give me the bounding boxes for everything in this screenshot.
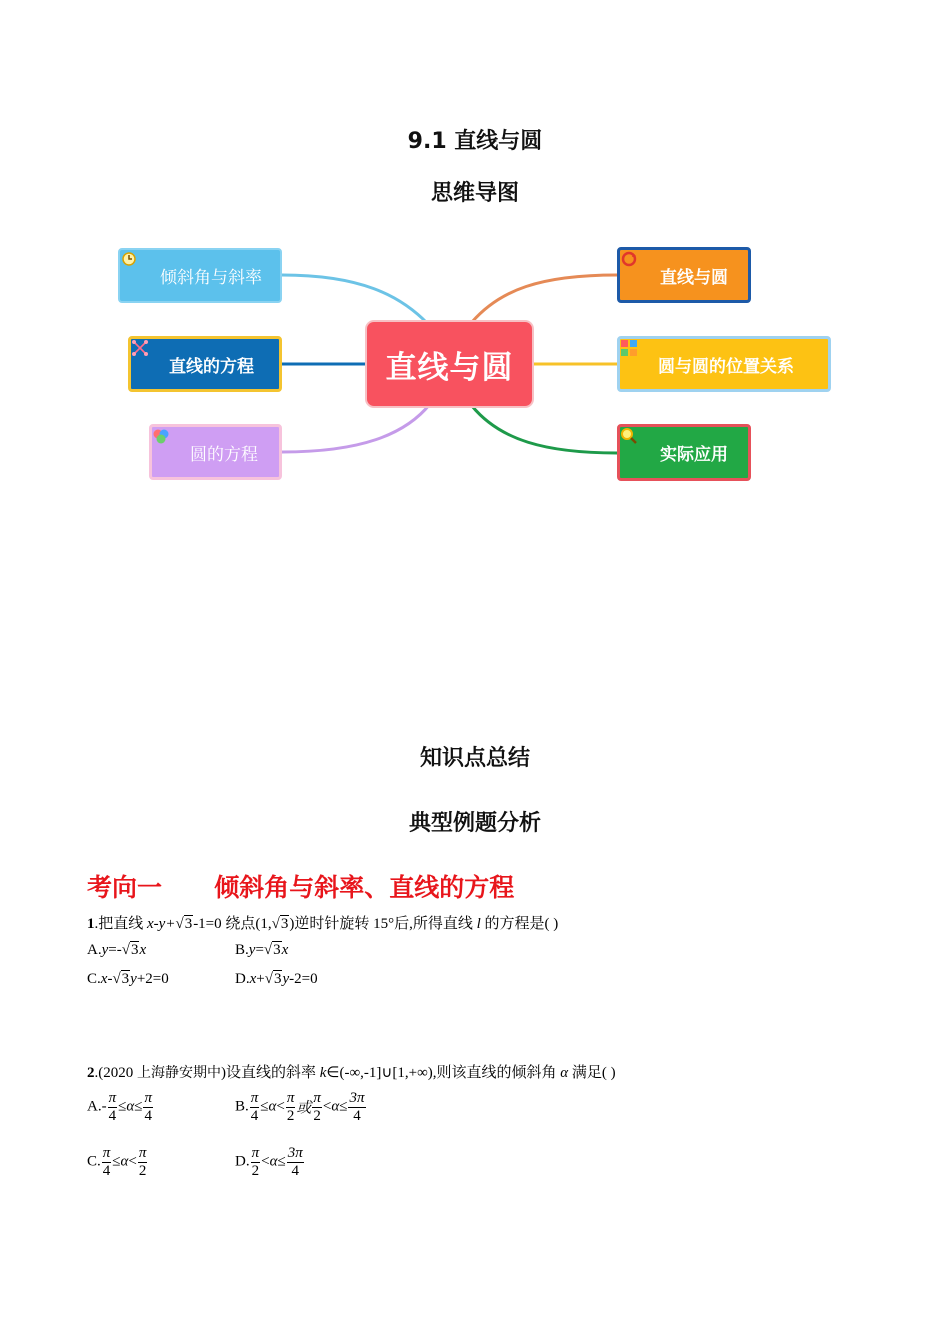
q-var: x bbox=[249, 971, 257, 987]
option-label: A. bbox=[87, 942, 102, 958]
q-text: 的方程是( ) bbox=[480, 916, 559, 932]
q-op: < bbox=[322, 1098, 332, 1115]
q-var: y bbox=[101, 942, 109, 958]
q-var: α bbox=[269, 1153, 278, 1170]
q-var: y bbox=[248, 942, 256, 958]
option-label: A.- bbox=[87, 1098, 107, 1115]
mindmap-center-node: 直线与圆 bbox=[367, 322, 532, 406]
sqrt-symbol: √3 bbox=[175, 916, 193, 932]
sqrt-symbol: √3 bbox=[264, 971, 282, 987]
node-label: 圆的方程 bbox=[190, 444, 258, 465]
q-var: α bbox=[268, 1098, 277, 1115]
q-op: ≤ bbox=[339, 1098, 348, 1115]
q2-option-d[interactable] bbox=[235, 1145, 305, 1179]
mind-map bbox=[0, 240, 950, 490]
q-var: y bbox=[130, 971, 137, 987]
q1-option-b[interactable] bbox=[235, 942, 288, 959]
q2-option-b[interactable] bbox=[235, 1090, 367, 1124]
question-2-stem bbox=[87, 1061, 616, 1082]
q-var: x bbox=[100, 971, 108, 987]
q-var: y bbox=[282, 971, 290, 987]
q-text: - bbox=[107, 971, 113, 987]
document-title: 9.1 直线与圆 bbox=[407, 129, 543, 154]
fraction: $\frac{\pi}{4}$ bbox=[250, 1090, 259, 1124]
clock-icon bbox=[134, 267, 152, 285]
section-knowledge-heading: 知识点总结 bbox=[419, 746, 530, 771]
q2-option-c[interactable] bbox=[87, 1145, 148, 1179]
sqrt-symbol: √3 bbox=[121, 942, 139, 958]
q-text: 满足( ) bbox=[568, 1065, 616, 1081]
q-var: α bbox=[560, 1065, 569, 1081]
q-op: ≤ bbox=[260, 1098, 269, 1115]
option-label: D. bbox=[235, 1153, 250, 1170]
cube-icon bbox=[164, 443, 182, 461]
sqrt-symbol: √3 bbox=[112, 971, 130, 987]
connector-right-1 bbox=[472, 275, 617, 322]
magnifier-icon bbox=[634, 444, 652, 462]
mindmap-node-circle-circle bbox=[617, 336, 831, 392]
topic-heading: 考向一 倾斜角与斜率、直线的方程 bbox=[87, 873, 515, 902]
refresh-icon bbox=[634, 266, 652, 284]
q-var: α bbox=[120, 1153, 129, 1170]
fraction: $\frac{\pi}{2}$ bbox=[251, 1145, 260, 1179]
fraction: $\frac{3\pi}{4}$ bbox=[349, 1090, 365, 1124]
question-number: 1 bbox=[87, 916, 95, 932]
node-label: 圆与圆的位置关系 bbox=[658, 356, 794, 377]
q1-option-a[interactable] bbox=[87, 942, 146, 959]
mindmap-node-slope bbox=[118, 248, 282, 303]
connector-right-3 bbox=[472, 406, 617, 453]
option-label: B. bbox=[235, 1098, 249, 1115]
q-op: ≤ bbox=[112, 1153, 121, 1170]
question-1-stem bbox=[87, 912, 558, 933]
mindmap-node-application bbox=[617, 424, 751, 481]
q-text: )逆时针旋转 15°后,所得直线 bbox=[289, 916, 477, 932]
q1-option-c[interactable] bbox=[87, 971, 169, 988]
q-var: α bbox=[126, 1098, 135, 1115]
q-text: ∈(-∞,-1]∪[1,+∞),则该直线的倾斜角 bbox=[326, 1065, 561, 1081]
q-or: 或 bbox=[296, 1098, 312, 1117]
fraction: $\frac{\pi}{4}$ bbox=[102, 1145, 111, 1179]
radicand: 3 bbox=[280, 916, 289, 932]
mindmap-node-circle-equation bbox=[149, 424, 282, 480]
q-op: < bbox=[276, 1098, 285, 1115]
q-op: < bbox=[128, 1153, 137, 1170]
option-label: C. bbox=[87, 1153, 101, 1170]
radicand: 3 bbox=[130, 942, 139, 958]
node-label: 直线的方程 bbox=[169, 356, 254, 377]
grid-icon bbox=[632, 355, 650, 373]
fraction: $\frac{\pi}{4}$ bbox=[144, 1090, 152, 1124]
question-number: 2 bbox=[87, 1065, 95, 1081]
node-label: 倾斜角与斜率 bbox=[160, 268, 262, 288]
node-label: 直线与圆 bbox=[660, 267, 728, 288]
sqrt-symbol: √3 bbox=[263, 942, 281, 958]
q-var: x bbox=[281, 942, 289, 958]
sqrt-symbol: √3 bbox=[271, 916, 289, 932]
option-label: C. bbox=[87, 971, 101, 987]
mindmap-node-line-equation bbox=[128, 336, 282, 392]
q1-option-d[interactable] bbox=[235, 971, 318, 988]
q-text: -2=0 bbox=[289, 971, 318, 987]
fraction: $\frac{\pi}{2}$ bbox=[286, 1090, 295, 1124]
radicand: 3 bbox=[273, 942, 281, 958]
q-text: -1=0 绕点(1, bbox=[193, 916, 272, 932]
q-text: =- bbox=[108, 942, 122, 958]
radicand: 3 bbox=[184, 916, 193, 932]
q-op: ≤ bbox=[277, 1153, 286, 1170]
q-text: .(2020 bbox=[94, 1065, 137, 1081]
option-label: D. bbox=[235, 971, 250, 987]
section-examples-heading: 典型例题分析 bbox=[408, 811, 541, 836]
q-op: ≤ bbox=[134, 1098, 143, 1115]
q-text: +2=0 bbox=[136, 971, 169, 987]
question-source: 上海静安期中 bbox=[137, 1065, 221, 1081]
connector-left-1 bbox=[282, 275, 428, 324]
fraction: $\frac{\pi}{2}$ bbox=[313, 1090, 321, 1124]
fraction: $\frac{\pi}{4}$ bbox=[108, 1090, 117, 1124]
q-expr: x-y+ bbox=[147, 916, 176, 932]
q-var: l bbox=[476, 916, 481, 932]
q-text: )设直线的斜率 bbox=[221, 1065, 320, 1081]
network-icon bbox=[143, 355, 161, 373]
option-label: B. bbox=[235, 942, 249, 958]
mindmap-heading: 思维导图 bbox=[430, 181, 519, 206]
connector-left-3 bbox=[282, 404, 430, 452]
q-var: α bbox=[331, 1098, 340, 1115]
q-op: < bbox=[261, 1153, 270, 1170]
q-text: = bbox=[255, 942, 264, 958]
radicand: 3 bbox=[121, 971, 130, 987]
q-text: + bbox=[256, 971, 265, 987]
q-text: .把直线 bbox=[94, 916, 148, 932]
q-var: x bbox=[139, 942, 147, 958]
q2-option-a[interactable] bbox=[87, 1090, 154, 1124]
node-label: 实际应用 bbox=[660, 445, 728, 465]
fraction: $\frac{\pi}{2}$ bbox=[138, 1145, 147, 1179]
q-op: ≤ bbox=[118, 1098, 127, 1115]
mindmap-node-line-circle bbox=[617, 247, 751, 303]
q-var: k bbox=[319, 1065, 327, 1081]
fraction: $\frac{3\pi}{4}$ bbox=[287, 1145, 303, 1179]
radicand: 3 bbox=[273, 971, 282, 987]
